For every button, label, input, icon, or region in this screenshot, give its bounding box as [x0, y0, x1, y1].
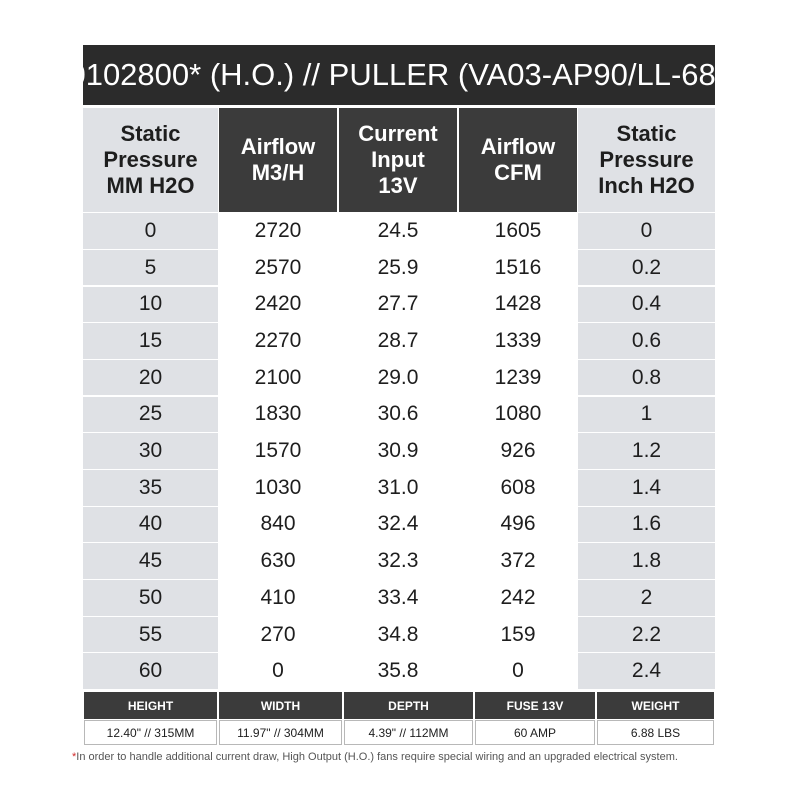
cell-airflow-m3h: 410: [218, 580, 338, 616]
cell-static-pressure-inch: 1.6: [578, 507, 715, 543]
cell-current-input: 25.9: [338, 250, 458, 286]
header-line: Static: [120, 121, 181, 146]
cell-airflow-m3h: 0: [218, 653, 338, 689]
cell-airflow-m3h: 1030: [218, 470, 338, 506]
cell-airflow-cfm: 372: [458, 543, 578, 579]
cell-static-pressure-mm: 40: [83, 507, 218, 543]
cell-current-input: 30.9: [338, 433, 458, 469]
cell-static-pressure-inch: 0.8: [578, 360, 715, 396]
cell-static-pressure-inch: 1.4: [578, 470, 715, 506]
header-line: MM H2O: [106, 173, 195, 198]
static-pressure-inch-header: [578, 108, 715, 212]
cell-static-pressure-mm: 45: [83, 543, 218, 579]
cell-airflow-cfm: 926: [458, 433, 578, 469]
specs-table: [83, 692, 715, 745]
current-input-header: [339, 108, 457, 212]
cell-static-pressure-mm: 25: [83, 397, 218, 433]
performance-table: [83, 108, 715, 689]
cell-static-pressure-inch: 2: [578, 580, 715, 616]
header-line: Pressure: [599, 147, 694, 172]
cell-static-pressure-inch: 1.2: [578, 433, 715, 469]
spec-weight-value: 6.88 LBS: [597, 720, 714, 745]
header-line: Static: [616, 121, 677, 146]
airflow-cfm-header: [459, 108, 577, 212]
cell-airflow-m3h: 630: [218, 543, 338, 579]
page-title: 30102800* (H.O.) // PULLER (VA03-AP90/LL-68A): [83, 45, 715, 105]
footnote-asterisk: *: [72, 751, 77, 763]
cell-airflow-cfm: 608: [458, 470, 578, 506]
cell-current-input: 32.3: [338, 543, 458, 579]
cell-static-pressure-mm: 30: [83, 433, 218, 469]
cell-static-pressure-mm: 0: [83, 213, 218, 249]
footnote-text: In order to handle additional current draw, High Output (H.O.) fans require special wiring and an upgraded electrical system.: [76, 751, 678, 763]
header-line: Input: [371, 147, 425, 172]
cell-airflow-m3h: 1570: [218, 433, 338, 469]
cell-airflow-m3h: 2420: [218, 287, 338, 323]
header-line: Pressure: [103, 147, 198, 172]
cell-airflow-cfm: 1239: [458, 360, 578, 396]
cell-current-input: 29.0: [338, 360, 458, 396]
cell-airflow-cfm: 1605: [458, 213, 578, 249]
cell-airflow-cfm: 496: [458, 507, 578, 543]
cell-static-pressure-mm: 20: [83, 360, 218, 396]
spec-width-header: WIDTH: [219, 692, 342, 719]
cell-current-input: 30.6: [338, 397, 458, 433]
cell-airflow-cfm: 1428: [458, 287, 578, 323]
cell-airflow-cfm: 1516: [458, 250, 578, 286]
cell-airflow-cfm: 1080: [458, 397, 578, 433]
cell-static-pressure-inch: 1.8: [578, 543, 715, 579]
cell-current-input: 35.8: [338, 653, 458, 689]
cell-static-pressure-inch: 0.6: [578, 323, 715, 359]
spec-depth-header: DEPTH: [344, 692, 473, 719]
spec-height-value: 12.40" // 315MM: [84, 720, 217, 745]
header-line: M3/H: [251, 160, 305, 185]
cell-airflow-cfm: 0: [458, 653, 578, 689]
airflow-m3h-header: [219, 108, 337, 212]
cell-airflow-cfm: 1339: [458, 323, 578, 359]
header-line: Current: [358, 121, 438, 146]
cell-static-pressure-inch: 2.2: [578, 617, 715, 653]
cell-airflow-cfm: 242: [458, 580, 578, 616]
cell-static-pressure-mm: 50: [83, 580, 218, 616]
header-line: Airflow: [240, 134, 316, 159]
cell-airflow-m3h: 270: [218, 617, 338, 653]
spec-fuse-value: 60 AMP: [475, 720, 595, 745]
cell-airflow-m3h: 2100: [218, 360, 338, 396]
header-line: Inch H2O: [598, 173, 695, 198]
cell-airflow-m3h: 2720: [218, 213, 338, 249]
cell-airflow-cfm: 159: [458, 617, 578, 653]
cell-current-input: 31.0: [338, 470, 458, 506]
cell-static-pressure-mm: 10: [83, 287, 218, 323]
cell-static-pressure-inch: 0: [578, 213, 715, 249]
spec-height-header: HEIGHT: [84, 692, 217, 719]
cell-static-pressure-mm: 35: [83, 470, 218, 506]
cell-current-input: 34.8: [338, 617, 458, 653]
cell-current-input: 33.4: [338, 580, 458, 616]
cell-static-pressure-inch: 0.4: [578, 287, 715, 323]
header-line: 13V: [378, 173, 418, 198]
header-line: CFM: [494, 160, 542, 185]
cell-static-pressure-mm: 5: [83, 250, 218, 286]
cell-airflow-m3h: 2270: [218, 323, 338, 359]
footnote: [72, 751, 772, 763]
spec-weight-header: WEIGHT: [597, 692, 714, 719]
cell-current-input: 27.7: [338, 287, 458, 323]
static-pressure-mm-header: [83, 108, 218, 212]
cell-static-pressure-inch: 1: [578, 397, 715, 433]
cell-airflow-m3h: 2570: [218, 250, 338, 286]
cell-static-pressure-mm: 55: [83, 617, 218, 653]
cell-static-pressure-mm: 60: [83, 653, 218, 689]
cell-current-input: 28.7: [338, 323, 458, 359]
cell-airflow-m3h: 840: [218, 507, 338, 543]
spec-width-value: 11.97" // 304MM: [219, 720, 342, 745]
cell-airflow-m3h: 1830: [218, 397, 338, 433]
spec-depth-value: 4.39" // 112MM: [344, 720, 473, 745]
cell-static-pressure-mm: 15: [83, 323, 218, 359]
cell-current-input: 24.5: [338, 213, 458, 249]
cell-static-pressure-inch: 2.4: [578, 653, 715, 689]
cell-static-pressure-inch: 0.2: [578, 250, 715, 286]
header-line: Airflow: [480, 134, 556, 159]
spec-fuse-header: FUSE 13V: [475, 692, 595, 719]
cell-current-input: 32.4: [338, 507, 458, 543]
